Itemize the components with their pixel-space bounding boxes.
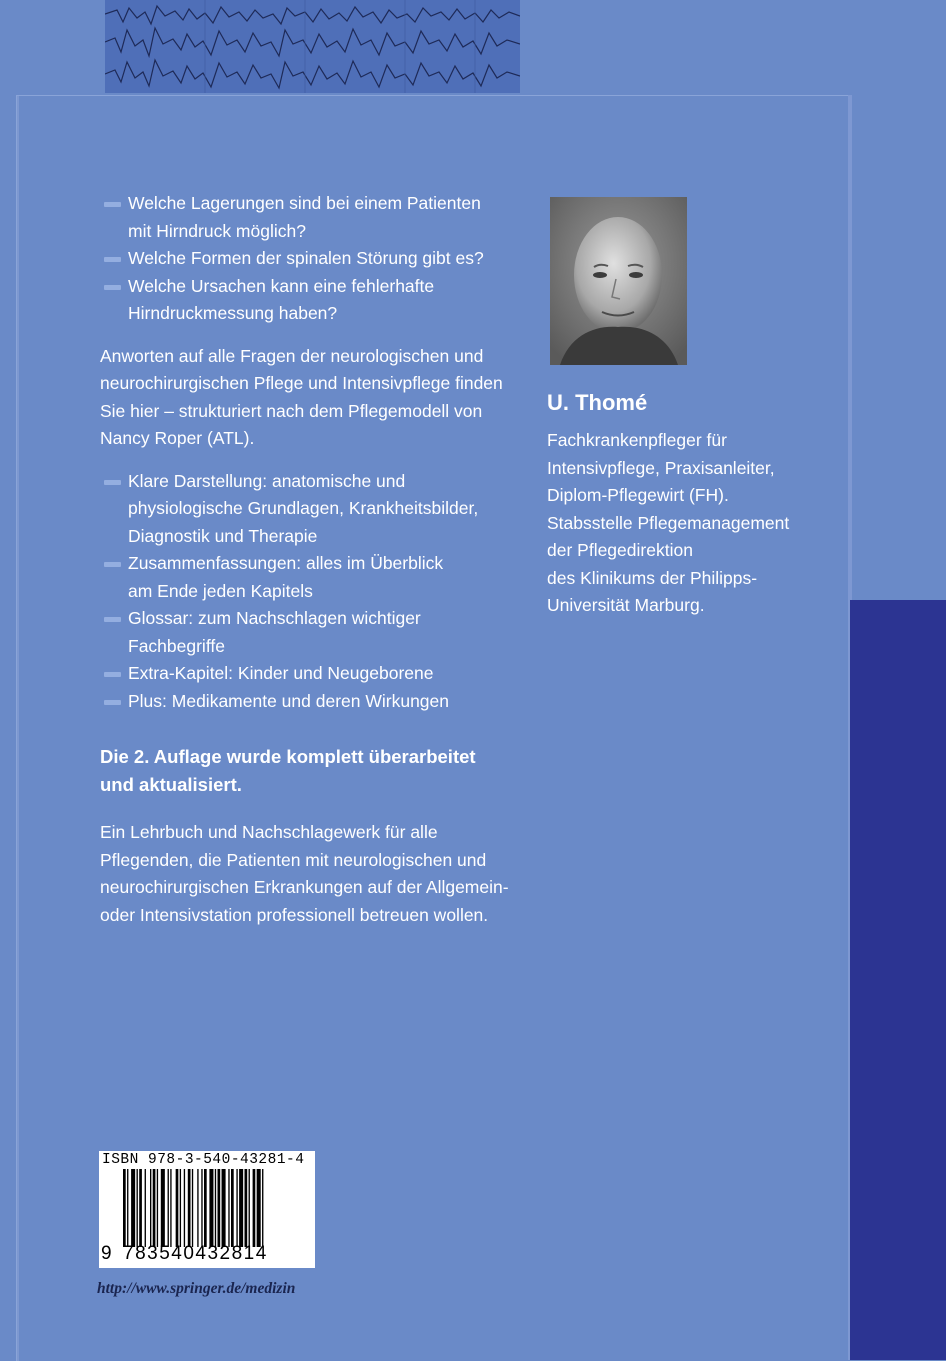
barcode-bars	[123, 1169, 309, 1247]
feature-line: physiologische Grundlagen, Krankheitsbilder,	[128, 498, 479, 518]
barcode-digits: 783540432814	[123, 1243, 268, 1264]
barcode-bar	[228, 1169, 229, 1247]
barcode-bar	[170, 1169, 171, 1247]
feature-item	[100, 688, 520, 716]
description-line: Ein Lehrbuch und Nachschlagewerk für alle	[100, 822, 438, 842]
author-bio-line: des Klinikums der Philipps-	[547, 567, 758, 588]
edition-note	[100, 743, 520, 799]
barcode-bar	[131, 1169, 135, 1247]
publisher-url[interactable]: http://www.springer.de/medizin	[97, 1280, 296, 1297]
barcode-bar	[137, 1169, 138, 1247]
description-line: Pflegenden, die Patienten mit neurologischen und	[100, 849, 487, 870]
author-bio	[547, 427, 837, 620]
bullet-dash-icon	[104, 617, 121, 622]
author-bio-line: der Pflegedirektion	[547, 540, 693, 560]
question-line: mit Hirndruck möglich?	[128, 220, 306, 241]
barcode-bar	[218, 1169, 221, 1247]
barcode-bar	[209, 1169, 213, 1247]
feature-line: Glossar: zum Nachschlagen wichtiger	[128, 608, 421, 628]
intro-line: Nancy Roper (ATL).	[100, 428, 255, 448]
barcode-bar	[127, 1169, 128, 1247]
feature-item	[100, 468, 520, 551]
intro-paragraph	[100, 343, 520, 453]
author-bio-line: Stabsstelle Pflegemanagement	[547, 512, 790, 533]
edition-note-line: Die 2. Auflage wurde komplett überarbeitet	[100, 746, 476, 767]
description-paragraph	[100, 819, 520, 929]
feature-line: Klare Darstellung: anatomische und	[128, 470, 406, 491]
feature-item	[100, 550, 520, 605]
barcode-bar	[157, 1169, 158, 1247]
author-photo	[550, 197, 687, 365]
barcode-bar	[150, 1169, 151, 1247]
barcode-bar	[188, 1169, 191, 1247]
bullet-dash-icon	[104, 700, 121, 705]
feature-line: Extra-Kapitel: Kinder und Neugeborene	[128, 663, 434, 683]
question-list	[100, 190, 520, 328]
author-bio-line: Intensivpflege, Praxisanleiter,	[547, 457, 775, 478]
eeg-cover-image	[105, 0, 520, 93]
feature-line: Zusammenfassungen: alles im Überblick	[128, 553, 444, 573]
barcode-bar	[204, 1169, 207, 1247]
barcode-bar	[201, 1169, 202, 1247]
barcode-bar	[180, 1169, 181, 1247]
feature-line: Diagnostik und Therapie	[128, 525, 318, 546]
barcode-bar	[253, 1169, 256, 1247]
bullet-dash-icon	[104, 480, 121, 485]
barcode-bar	[215, 1169, 216, 1247]
isbn-label: ISBN 978-3-540-43281-4	[102, 1152, 305, 1168]
author-bio-line: Fachkrankenpfleger für	[547, 430, 727, 450]
intro-line: Sie hier – strukturiert nach dem Pflegemodell von	[100, 400, 483, 421]
bullet-dash-icon	[104, 562, 121, 567]
question-line: Hirndruckmessung haben?	[128, 303, 338, 323]
author-portrait-image	[550, 197, 687, 365]
intro-line: Anworten auf alle Fragen der neurologischen und	[100, 345, 484, 366]
barcode-bar	[123, 1169, 126, 1247]
description-line: oder Intensivstation professionell betreuen wollen.	[100, 904, 489, 925]
barcode-bar	[231, 1169, 234, 1247]
barcode-bar	[222, 1169, 226, 1247]
intro-line: neurochirurgischen Pflege und Intensivpflege finden	[100, 373, 503, 393]
barcode-bar	[139, 1169, 142, 1247]
author-bio-line: Diplom-Pflegewirt (FH).	[547, 485, 729, 505]
author-bio-line: Universität Marburg.	[547, 595, 705, 615]
feature-list	[100, 468, 520, 716]
main-text-column	[100, 190, 520, 929]
barcode-bar	[197, 1169, 198, 1247]
description-line: neurochirurgischen Erkrankungen auf der Allgemein-	[100, 877, 509, 897]
author-name: U. Thomé	[547, 390, 648, 415]
question-item	[100, 245, 520, 273]
barcode-bar	[239, 1169, 243, 1247]
feature-item	[100, 660, 520, 688]
bullet-dash-icon	[104, 285, 121, 290]
question-item	[100, 190, 520, 245]
question-line: Welche Ursachen kann eine fehlerhafte	[128, 275, 435, 296]
barcode-bar	[161, 1169, 165, 1247]
barcode-bar	[192, 1169, 193, 1247]
feature-line: Plus: Medikamente und deren Wirkungen	[128, 690, 450, 711]
question-line: Welche Formen der spinalen Störung gibt es?	[128, 248, 484, 268]
bullet-dash-icon	[104, 202, 121, 207]
edition-note-line: und aktualisiert.	[100, 774, 242, 795]
barcode-bar	[153, 1169, 156, 1247]
bullet-dash-icon	[104, 672, 121, 677]
barcode-bar	[262, 1169, 263, 1247]
barcode-first-digit: 9	[101, 1243, 112, 1264]
barcode-bar	[245, 1169, 248, 1247]
question-item	[100, 273, 520, 328]
feature-item	[100, 605, 520, 660]
feature-line: Fachbegriffe	[128, 635, 225, 656]
barcode-bar	[145, 1169, 146, 1247]
barcode-bar	[257, 1169, 261, 1247]
feature-line: am Ende jeden Kapitels	[128, 580, 313, 601]
question-line: Welche Lagerungen sind bei einem Patienten	[128, 193, 481, 213]
barcode-bar	[176, 1169, 179, 1247]
isbn-barcode	[99, 1151, 315, 1268]
barcode-bar	[236, 1169, 237, 1247]
barcode-bar	[184, 1169, 185, 1247]
barcode-bar	[249, 1169, 250, 1247]
dark-side-band	[850, 600, 946, 1360]
eeg-waveform-graphic	[105, 0, 520, 93]
bullet-dash-icon	[104, 257, 121, 262]
barcode-bar	[168, 1169, 169, 1247]
